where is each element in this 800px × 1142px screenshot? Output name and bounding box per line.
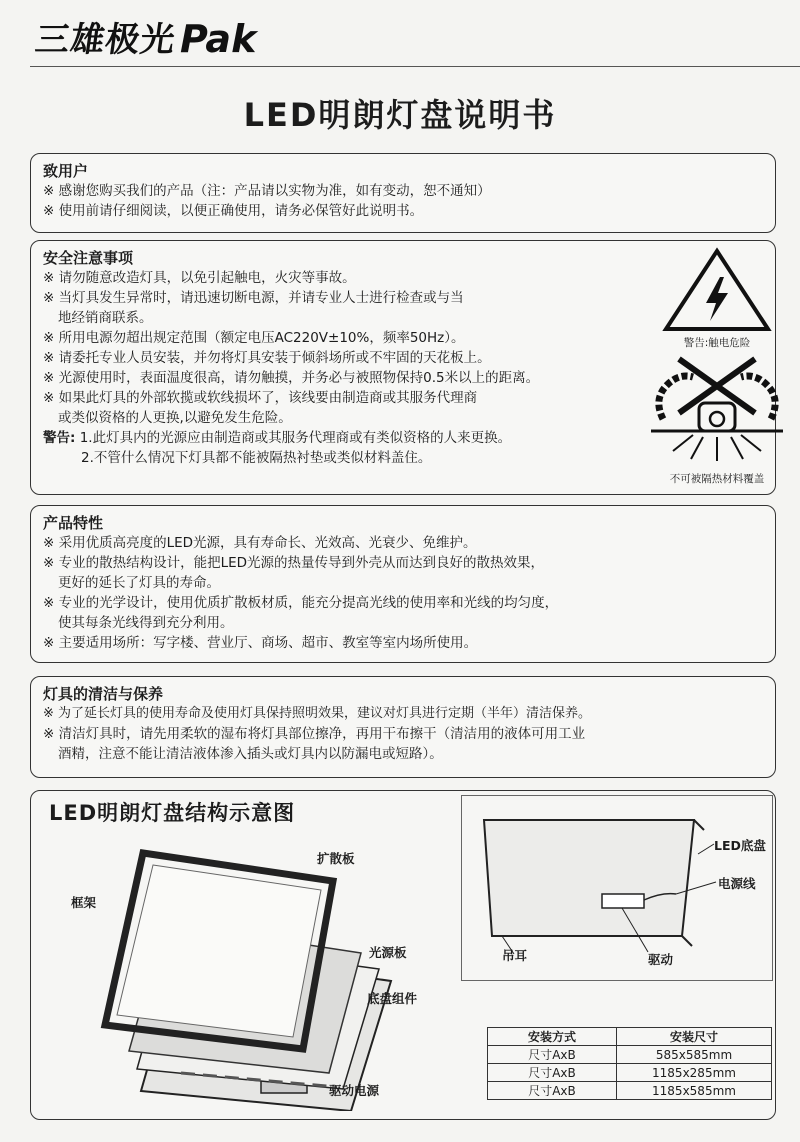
driver-unit [602, 894, 644, 908]
safety-line: ※ 光源使用时，表面温度很高，请勿触摸，并务必与被照物保持0.5米以上的距离。 [43, 370, 540, 386]
no-insulation-cover-icon [643, 349, 791, 467]
safety-line: ※ 请勿随意改造灯具，以免引起触电，火灾等事故。 [43, 270, 356, 286]
to-user-section [30, 153, 776, 233]
to-user-line: ※ 使用前请仔细阅读，以便正确使用，请务必保管好此说明书。 [43, 203, 424, 219]
table-cell: 尺寸AxB [488, 1046, 617, 1064]
to-user-heading: 致用户 [43, 162, 89, 180]
feature-line: ※ 采用优质高亮度的LED光源，具有寿命长、光效高、光衰少、免维护。 [43, 535, 477, 551]
label-driver-power: 驱动电源 [329, 1083, 380, 1098]
label-base-assembly: 底盘组件 [367, 991, 418, 1006]
table-row [488, 1064, 772, 1082]
features-heading: 产品特性 [43, 514, 104, 532]
safety-line: ※ 如果此灯具的外部软揽或软线损坏了，该线要由制造商或其服务代理商 [43, 390, 478, 406]
table-header-cell: 安装方式 [488, 1028, 617, 1046]
warning-line: 2.不管什么情况下灯具都不能被隔热衬垫或类似材料盖住。 [81, 450, 432, 466]
safety-line: 地经销商联系。 [58, 310, 153, 326]
back-view-inset [461, 795, 773, 981]
feature-line: ※ 专业的光学设计，使用优质扩散板材质，能充分提高光线的使用率和光线的均匀度， [43, 595, 559, 611]
care-line: ※ 清洁灯具时，请先用柔软的湿布将灯具部位擦净，再用干布擦干（清洁用的液体可用工业 [43, 726, 586, 742]
safety-line: ※ 请委托专业人员安装，并勿将灯具安装于倾斜场所或不牢固的天花板上。 [43, 350, 491, 366]
table-row [488, 1082, 772, 1100]
label-power-cord: 电源线 [718, 876, 756, 891]
no-cover-caption: 不可被隔热材料覆盖 [669, 473, 765, 485]
label-driver: 驱动 [648, 952, 674, 967]
label-lug: 吊耳 [502, 948, 528, 963]
electric-shock-icon [662, 247, 772, 333]
table-cell: 585x585mm [617, 1046, 772, 1064]
care-line: 酒精，注意不能让清洁液体渗入插头或灯具内以防漏电或短路）。 [58, 746, 443, 762]
table-cell: 1185x285mm [617, 1064, 772, 1082]
installation-size-table [487, 1027, 772, 1100]
feature-line: ※ 主要适用场所：写字楼、营业厅、商场、超市、教室等室内场所使用。 [43, 635, 478, 651]
label-diffuser: 扩散板 [317, 851, 355, 866]
shock-hazard-sign [651, 247, 783, 350]
brand-name-cn: 三雄极光 [32, 20, 179, 60]
no-cover-sign [643, 349, 791, 486]
care-section [30, 676, 776, 778]
table-cell: 1185x585mm [617, 1082, 772, 1100]
label-light-board: 光源板 [369, 945, 407, 960]
label-frame: 框架 [71, 895, 97, 910]
document-title: LED明朗灯盘说明书 [243, 96, 557, 134]
care-heading: 灯具的清洁与保养 [43, 685, 164, 703]
label-led-base: LED底盘 [714, 838, 766, 853]
feature-line: 使其每条光线得到充分利用。 [58, 615, 234, 631]
feature-line: ※ 专业的散热结构设计，能把LED光源的热量传导到外壳从而达到良好的散热效果， [43, 555, 545, 571]
shock-hazard-caption: 警告:触电危险 [683, 337, 751, 349]
brand-name-en: Pak [180, 17, 257, 61]
structure-diagram-section [30, 790, 776, 1120]
safety-line: ※ 当灯具发生异常时，请迅速切断电源，并请专业人士进行检查或与当 [43, 290, 464, 306]
safety-line: ※ 所用电源勿超出规定范围（额定电压AC220V±10%，频率50Hz）。 [43, 330, 465, 346]
feature-line: 更好的延长了灯具的寿命。 [58, 575, 220, 591]
diagram-title: LED明朗灯盘结构示意图 [49, 801, 296, 825]
exploded-view-illustration [61, 841, 421, 1111]
header-rule [30, 66, 800, 67]
brand-logo [32, 12, 257, 61]
table-row [488, 1046, 772, 1064]
safety-line: 或类似资格的人更换,以避免发生危险。 [58, 410, 292, 426]
safety-heading: 安全注意事项 [43, 249, 134, 267]
care-line: ※ 为了延长灯具的使用寿命及使用灯具保持照明效果，建议对灯具进行定期（半年）清洁保养。 [43, 706, 592, 721]
table-cell: 尺寸AxB [488, 1082, 617, 1100]
safety-section [30, 240, 776, 495]
warning-text: 1.此灯具内的光源应由制造商或其服务代理商或有类似资格的人来更换。 [79, 430, 512, 446]
table-header-cell: 安装尺寸 [617, 1028, 772, 1046]
warning-label: 警告: [43, 430, 76, 446]
to-user-line: ※ 感谢您购买我们的产品（注：产品请以实物为准，如有变动，恕不通知） [43, 183, 491, 199]
table-header-row [488, 1028, 772, 1046]
table-cell: 尺寸AxB [488, 1064, 617, 1082]
features-section [30, 505, 776, 663]
